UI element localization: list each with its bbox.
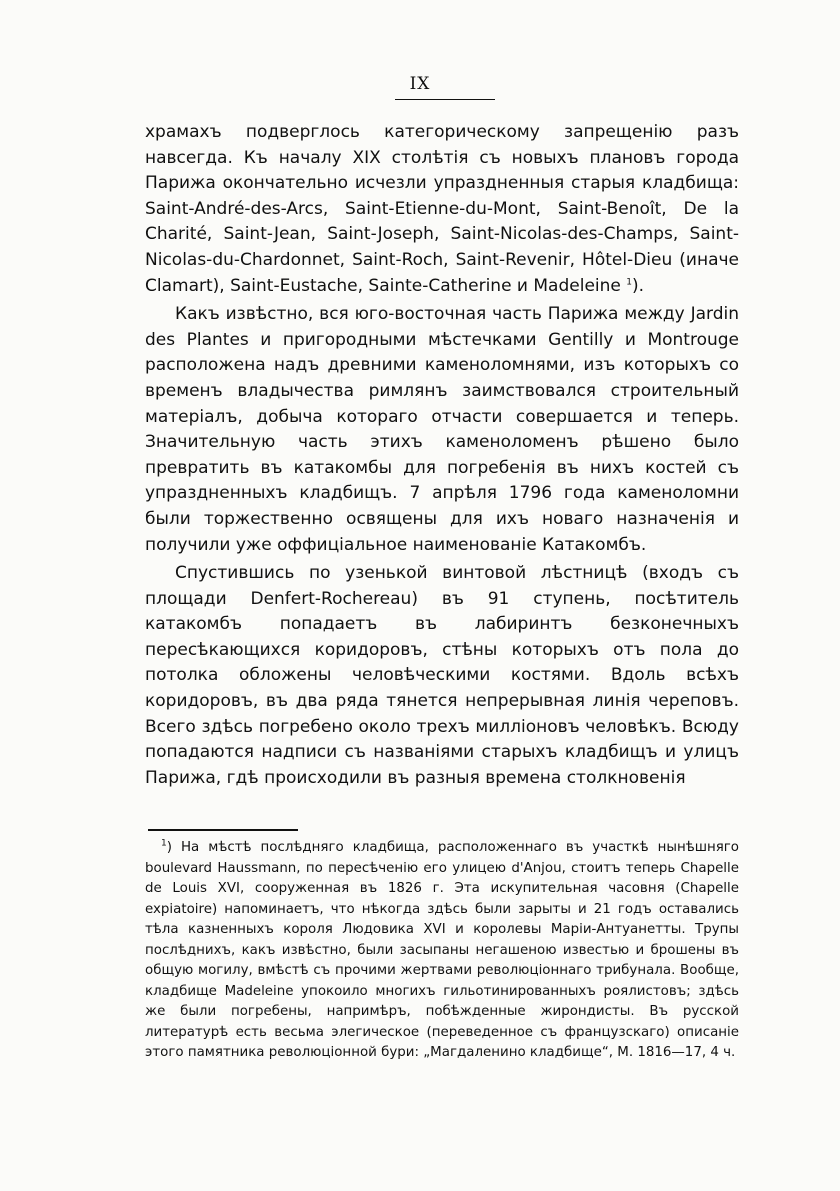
footnote-reference: 1 bbox=[626, 276, 632, 287]
paragraph-1-text: храмахъ подверглось категорическому запрещенію разъ навсегда. Къ началу XIX столѣтія съ новыхъ плановъ города Парижа окончательно исчезли упраздненныя старыя кладбища: Saint-André-des-Arcs, Saint-Etienne-du-Mont, Saint-Benoît, De la Charité, Saint-Jean, Saint-Joseph, Saint-Nicolas-des-Champs, Saint-Nicolas-du-Chardonnet, Saint-Roch, Saint-Revenir, Hôtel-Dieu (иначе Clamart), Saint-Eustache, Sainte-Catherine и Madeleine bbox=[145, 122, 739, 296]
paragraph-1 bbox=[145, 120, 739, 299]
page-number: IX bbox=[409, 74, 431, 94]
footnote-1-text: ) На мѣстѣ послѣдняго кладбища, расположеннаго въ участкѣ нынѣшняго boulevard Haussmann, по пересѣченію его улицею d'Anjou, стоитъ теперь Chapelle de Louis XVI, сооруженная въ 1826 г. Эта искупительная часовня (Chapelle expiatoire) напоминаетъ, что нѣкогда здѣсь были зарыты и 21 годъ оставались тѣла казненныхъ короля Людовика XVI и королевы Маріи-Антуанетты. Трупы послѣднихъ, какъ извѣстно, были засыпаны негашеною известью и брошены въ общую могилу, вмѣстѣ съ прочими жертвами революціоннаго трибунала. Вообще, кладбище Madeleine упокоило многихъ гильотинированныхъ роялистовъ; здѣсь же были погребены, напримѣръ, побѣжденные жирондисты. Въ русской литературѣ есть весьма элегическое (переведенное съ французскаго) описаніе этого памятника революціонной бури: „Магдаленино кладбище“, М. 1816—17, 4 ч. bbox=[145, 840, 739, 1060]
footnotes bbox=[145, 838, 739, 1064]
paragraph-1-end: ). bbox=[632, 275, 645, 296]
footnote-1 bbox=[145, 838, 739, 1064]
paragraph-2: Какъ извѣстно, вся юго-восточная часть Парижа между Jardin des Plantes и пригородными мѣстечками Gentilly и Montrouge расположена надъ древними каменоломнями, изъ которыхъ со временъ владычества римлянъ заимствовался строительный матеріалъ, добыча котораго отчасти совершается и теперь. Значительную часть этихъ каменоломенъ рѣшено было превратить въ катакомбы для погребенія въ нихъ костей съ упраздненныхъ кладбищъ. 7 апрѣля 1796 года каменоломни были торжественно освящены для ихъ новаго назначенія и получили уже оффиціальное наименованіе Катакомбъ. bbox=[145, 304, 739, 555]
header-rule bbox=[395, 99, 495, 100]
main-text bbox=[145, 120, 739, 791]
footnote-marker: 1 bbox=[161, 838, 167, 849]
footnote-rule bbox=[148, 829, 298, 831]
paragraph-3: Спустившись по узенькой винтовой лѣстницѣ (входъ съ площади Denfert-Rochereau) въ 91 ступень, посѣтитель катакомбъ попадаетъ въ лабиринтъ безконечныхъ пересѣкающихся коридоровъ, стѣны которыхъ отъ пола до потолка обложены человѣческими костями. Вдоль всѣхъ коридоровъ, въ два ряда тянется непрерывная линія череповъ. Всего здѣсь погребено около трехъ милліоновъ человѣкъ. Всюду попадаются надписи съ названіями старыхъ кладбищъ и улицъ Парижа, гдѣ происходили въ разныя времена столкновенія bbox=[145, 563, 739, 788]
